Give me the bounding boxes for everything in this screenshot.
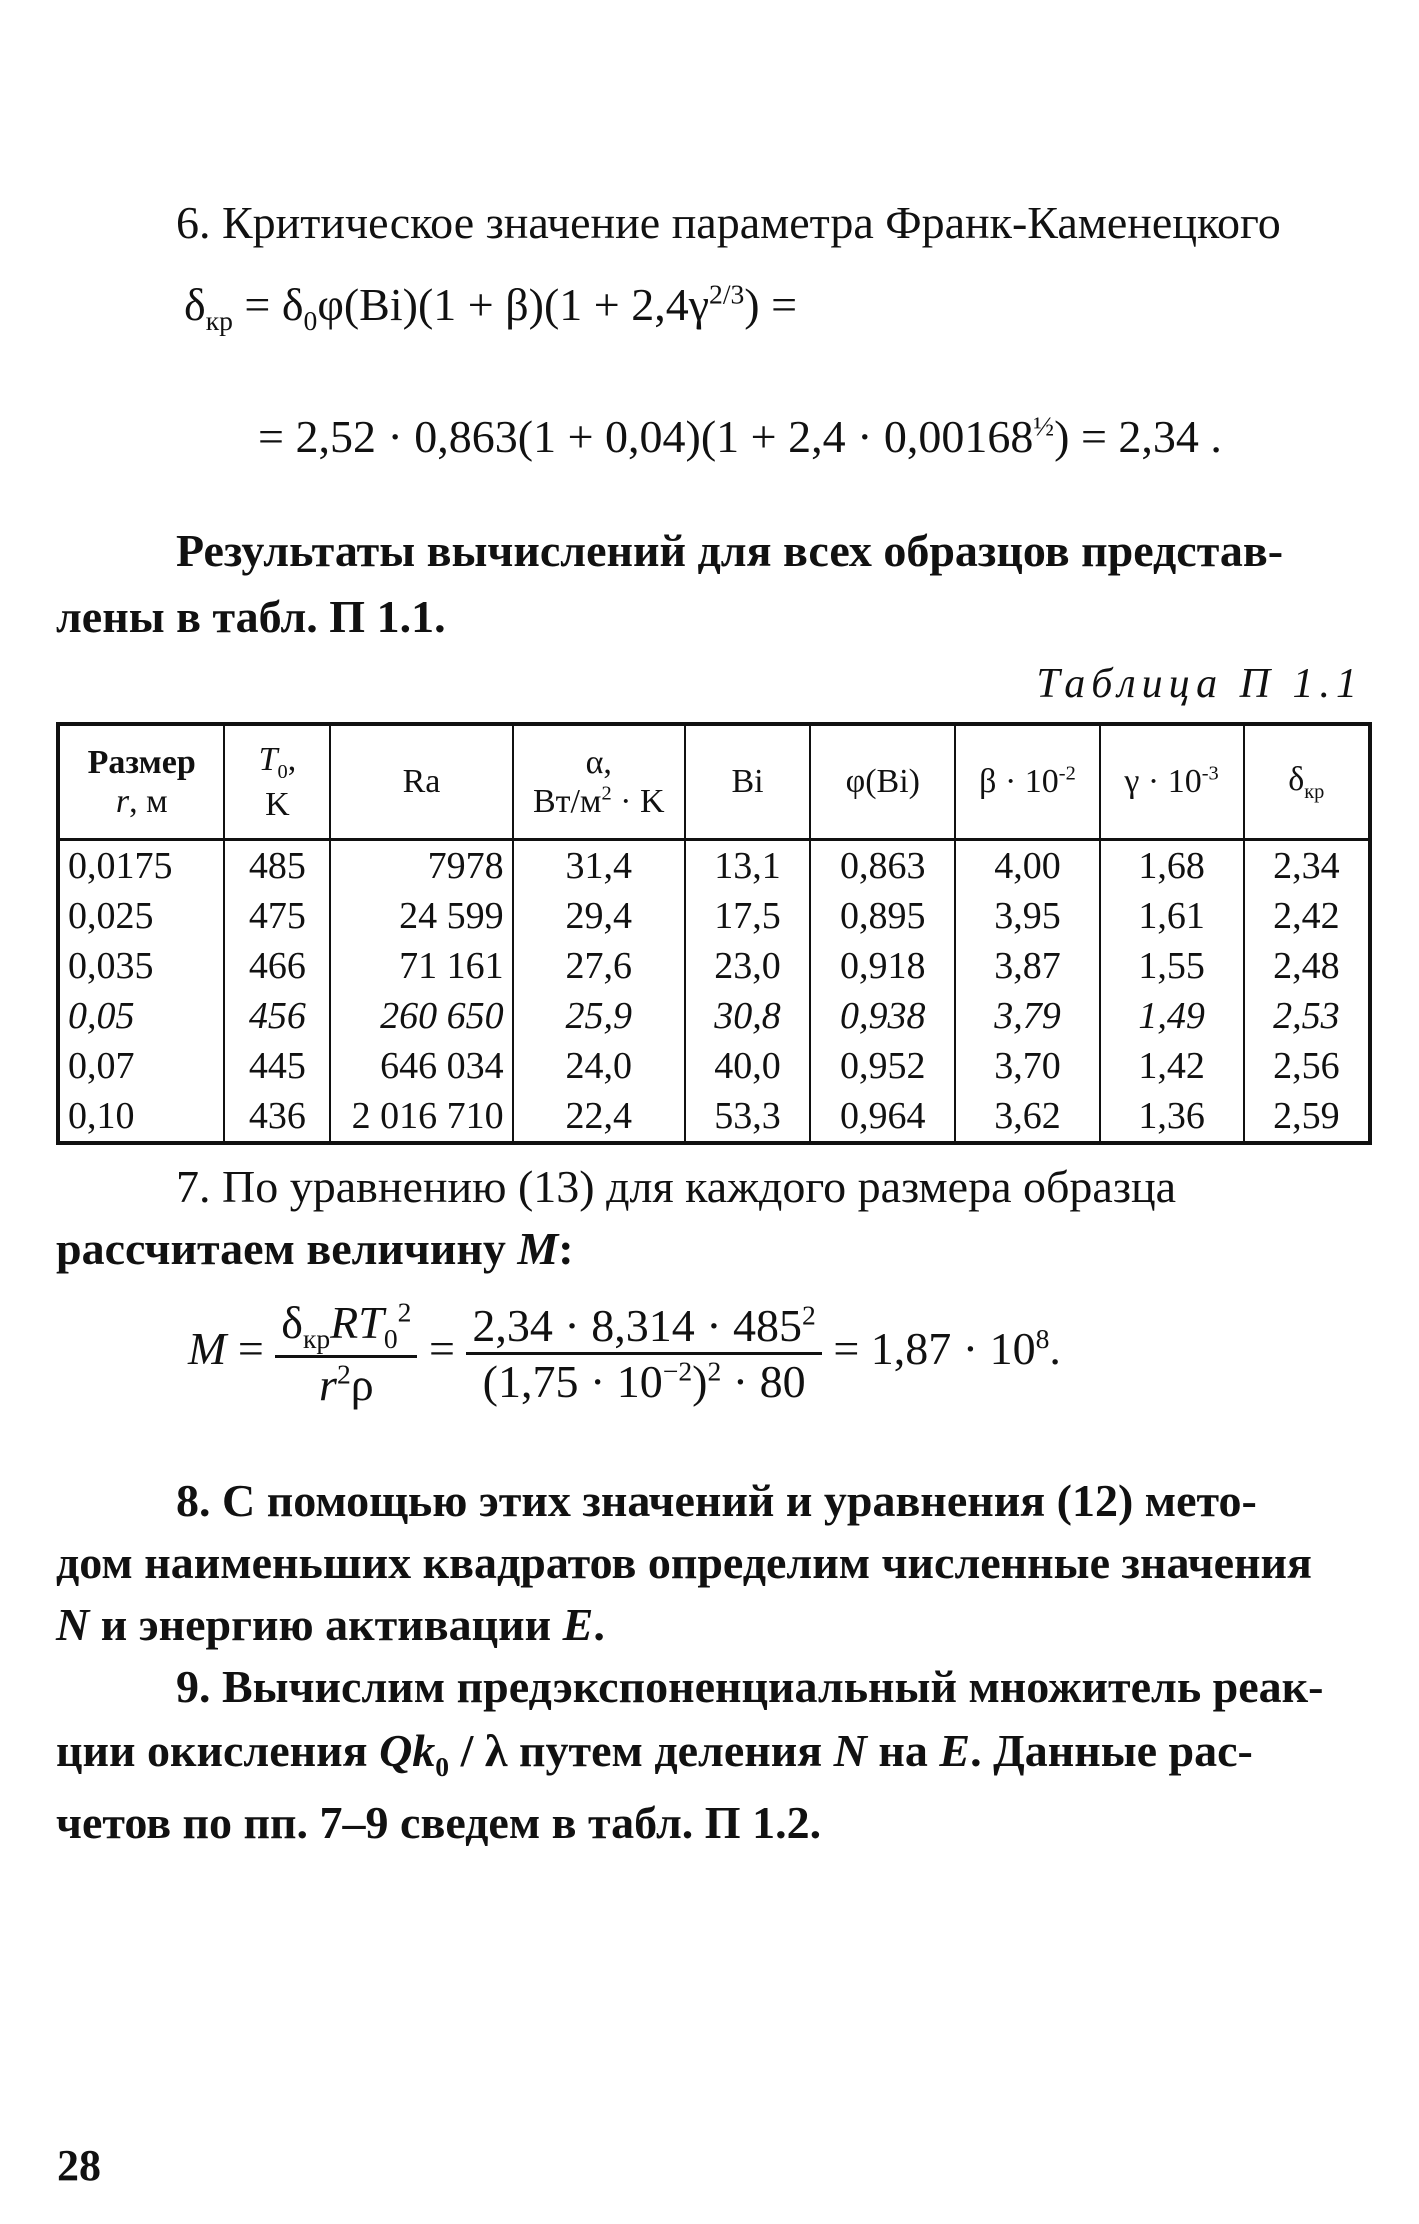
table-cell: 2,59: [1244, 1091, 1370, 1143]
table-caption: Таблица П 1.1: [1036, 661, 1363, 707]
table-cell: 1,49: [1100, 991, 1244, 1041]
table-cell: 0,895: [810, 891, 955, 941]
table-cell: 466: [224, 941, 330, 991]
header-phi: φ(Bi): [810, 724, 955, 840]
table-cell: 456: [224, 991, 330, 1041]
table-cell: 3,95: [955, 891, 1099, 941]
results-table: [56, 722, 1372, 1145]
table-cell: 0,938: [810, 991, 955, 1041]
table-cell: 2,42: [1244, 891, 1370, 941]
table-cell: 0,952: [810, 1041, 955, 1091]
table-cell: 53,3: [685, 1091, 810, 1143]
table-cell: 71 161: [330, 941, 512, 991]
header-alpha: α, $Вт/м^2 \cdot K$: [513, 724, 685, 840]
header-gamma: $\gamma \cdot 10^{-3}$: [1100, 724, 1244, 840]
header-size: Размер r, м: [58, 724, 224, 840]
formula-delta-cr-value: = $2,52 \cdot 0,863(1 + 0,04)(1 + 2,4 \cdot 0,00168^{\frac{1}{2}}) = 2,34$ .: [258, 410, 1222, 462]
table-cell: 2,53: [1244, 991, 1370, 1041]
table-cell: 13,1: [685, 840, 810, 892]
table-header-row: [58, 724, 1370, 840]
table-cell: 1,36: [1100, 1091, 1244, 1143]
table-cell: 2,34: [1244, 840, 1370, 892]
results-text-line2: лены в табл. П 1.1.: [56, 591, 446, 642]
table-cell: 3,62: [955, 1091, 1099, 1143]
table-cell: 475: [224, 891, 330, 941]
table-cell: 40,0: [685, 1041, 810, 1091]
header-ra: Ra: [330, 724, 512, 840]
table-cell: 646 034: [330, 1041, 512, 1091]
para9-line1: 9. Вычислим предэкспоненциальный множитель реак-: [176, 1661, 1324, 1712]
table-cell: 485: [224, 840, 330, 892]
table-cell: 31,4: [513, 840, 685, 892]
table-cell: 0,964: [810, 1091, 955, 1143]
para8-line3: N и энергию активации E.: [56, 1599, 605, 1650]
table-cell: 3,79: [955, 991, 1099, 1041]
formula-m: M = $\frac{\delta_{кр}RT_0^2}{r^2\rho}$ = $\frac{2,34 \cdot 8,314 \cdot 485^2}{(1,75 \cdot 10^{-2})^2 \cdot 80}$ = $1,87 \cdot 10^8$.: [188, 1296, 1061, 1411]
para8-line2: дом наименьших квадратов определим численные значения: [56, 1537, 1312, 1588]
table-cell: 24,0: [513, 1041, 685, 1091]
table-cell: 0,035: [58, 941, 224, 991]
table-cell: 1,42: [1100, 1041, 1244, 1091]
table-cell: 445: [224, 1041, 330, 1091]
table-row: [58, 891, 1370, 941]
header-delta: $\delta_{кр}$: [1244, 724, 1370, 840]
table-cell: 17,5: [685, 891, 810, 941]
table-cell: 0,918: [810, 941, 955, 991]
table-cell: 27,6: [513, 941, 685, 991]
table-cell: 436: [224, 1091, 330, 1143]
table-row: [58, 991, 1370, 1041]
results-text-line1: Результаты вычислений для всех образцов представ-: [176, 525, 1284, 576]
formula-delta-cr: $\delta_{кр} = \delta_0\varphi(Bi)(1 + \beta)(1 + 2,4\gamma^{2/3})$ =: [184, 278, 798, 337]
table-cell: 22,4: [513, 1091, 685, 1143]
table-cell: 0,0175: [58, 840, 224, 892]
header-bi: Bi: [685, 724, 810, 840]
page-number: 28: [57, 2141, 101, 2190]
formula-m-frac2: $\frac{2,34 \cdot 8,314 \cdot 485^2}{(1,75 \cdot 10^{-2})^2 \cdot 80}$: [466, 1299, 821, 1408]
table-cell: 1,61: [1100, 891, 1244, 941]
table-cell: 260 650: [330, 991, 512, 1041]
table-cell: 1,55: [1100, 941, 1244, 991]
header-beta: $\beta \cdot 10^{-2}$: [955, 724, 1099, 840]
table-cell: 0,07: [58, 1041, 224, 1091]
table-cell: 2,48: [1244, 941, 1370, 991]
table-cell: 23,0: [685, 941, 810, 991]
formula-m-frac1: $\frac{\delta_{кр}RT_0^2}{r^2\rho}$: [275, 1296, 417, 1411]
table-cell: 7978: [330, 840, 512, 892]
table-cell: 3,70: [955, 1041, 1099, 1091]
table-row: [58, 941, 1370, 991]
para6-text: 6. Критическое значение параметра Франк-Каменецкого: [176, 197, 1281, 248]
para7-line1: 7. По уравнению (13) для каждого размера образца: [176, 1161, 1177, 1212]
table-cell: 2,56: [1244, 1041, 1370, 1091]
table-cell: 3,87: [955, 941, 1099, 991]
table-cell: 0,025: [58, 891, 224, 941]
table-cell: 4,00: [955, 840, 1099, 892]
table-cell: 0,863: [810, 840, 955, 892]
para9-line3: четов по пп. 7–9 сведем в табл. П 1.2.: [56, 1797, 822, 1848]
table-row: [58, 1091, 1370, 1143]
table-cell: 1,68: [1100, 840, 1244, 892]
para9-line2: ции окисления $Qk_0$ / λ путем деления N на E. Данные рас-: [56, 1725, 1253, 1783]
para8-line1: 8. С помощью этих значений и уравнения (12) мето-: [176, 1475, 1257, 1526]
table-cell: 29,4: [513, 891, 685, 941]
table-row: [58, 1041, 1370, 1091]
table-cell: 25,9: [513, 991, 685, 1041]
table-cell: 2 016 710: [330, 1091, 512, 1143]
header-t0: $T_0$, K: [224, 724, 330, 840]
table-cell: 30,8: [685, 991, 810, 1041]
table-cell: 0,05: [58, 991, 224, 1041]
table-cell: 0,10: [58, 1091, 224, 1143]
para7-line2: рассчитаем величину M:: [56, 1223, 574, 1274]
table-cell: 24 599: [330, 891, 512, 941]
table-row: [58, 840, 1370, 892]
